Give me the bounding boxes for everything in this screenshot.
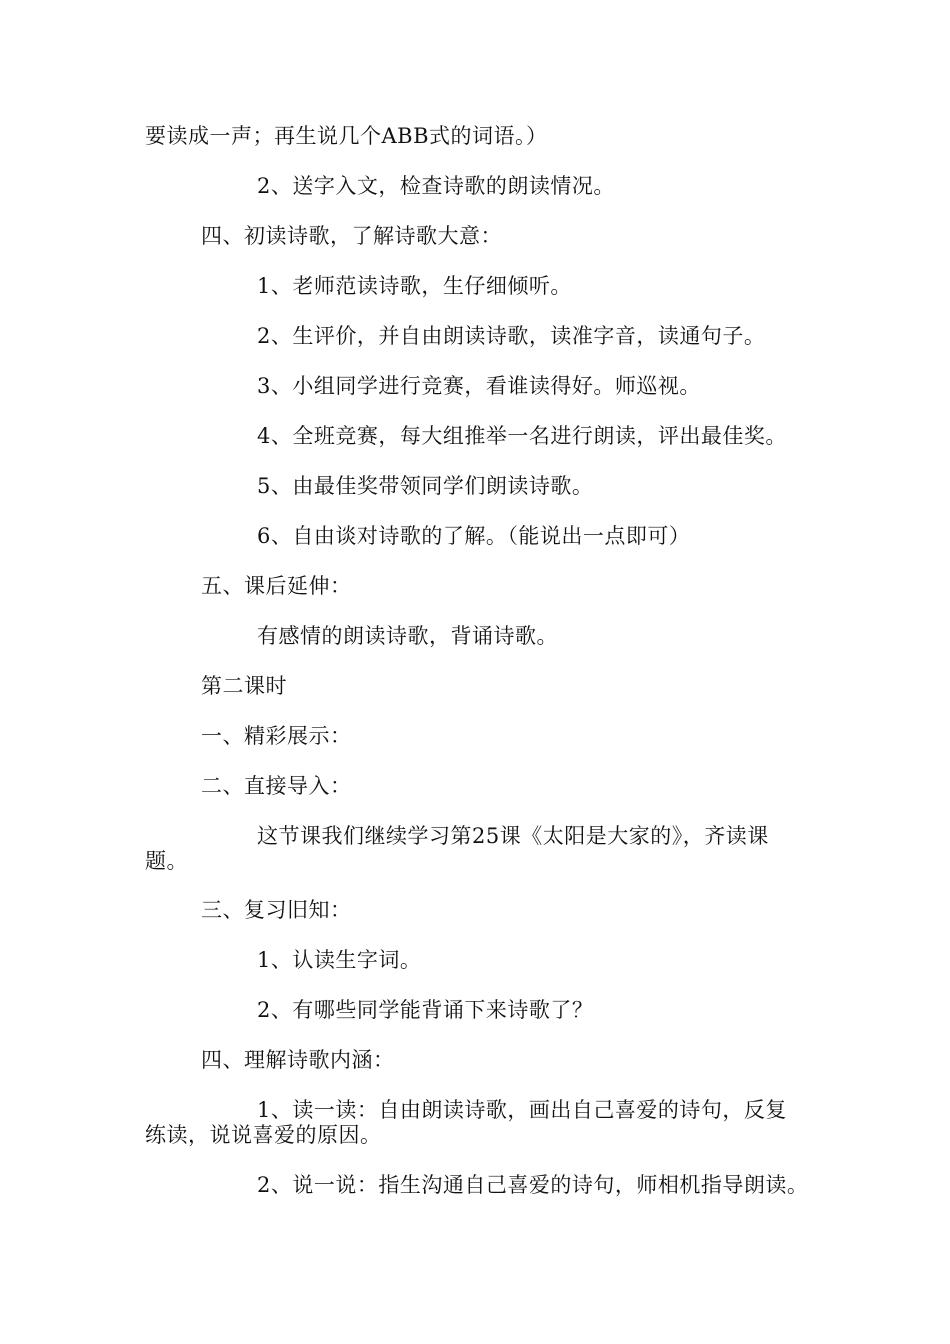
section-heading: 一、精彩展示： — [201, 724, 352, 748]
text-line: 1、老师范读诗歌，生仔细倾听。 — [257, 274, 572, 298]
text-line: 6、自由谈对诗歌的了解。（能说出一点即可） — [257, 524, 691, 548]
section-heading: 二、直接导入： — [201, 774, 352, 798]
text-line: 2、有哪些同学能背诵下来诗歌了？ — [257, 998, 594, 1022]
section-heading: 三、复习旧知： — [201, 898, 352, 922]
text-line: 1、认读生字词。 — [257, 948, 422, 972]
text-line: 2、生评价，并自由朗读诗歌，读准字音，读通句子。 — [257, 324, 766, 348]
text-line: 这节课我们继续学习第25课《太阳是大家的》，齐读课 — [257, 824, 769, 848]
text-line: 题。 — [145, 849, 188, 873]
text-line: 要读成一声；再生说几个ABB式的词语。） — [145, 124, 548, 148]
text-line: 3、小组同学进行竞赛，看谁读得好。师巡视。 — [257, 374, 701, 398]
section-heading: 四、初读诗歌，了解诗歌大意： — [201, 224, 502, 248]
lesson-heading: 第二课时 — [201, 674, 287, 698]
section-heading: 五、课后延伸： — [201, 574, 352, 598]
text-line: 1、读一读：自由朗读诗歌，画出自己喜爱的诗句，反复 — [257, 1098, 787, 1122]
text-line: 5、由最佳奖带领同学们朗读诗歌。 — [257, 474, 594, 498]
text-line: 2、送字入文，检查诗歌的朗读情况。 — [257, 174, 615, 198]
text-line: 有感情的朗读诗歌，背诵诗歌。 — [257, 624, 558, 648]
section-heading: 四、理解诗歌内涵： — [201, 1048, 395, 1072]
text-line: 4、全班竞赛，每大组推举一名进行朗读，评出最佳奖。 — [257, 424, 787, 448]
text-line: 练读，说说喜爱的原因。 — [145, 1123, 382, 1147]
text-line: 2、说一说：指生沟通自己喜爱的诗句，师相机指导朗读。 — [257, 1173, 809, 1197]
